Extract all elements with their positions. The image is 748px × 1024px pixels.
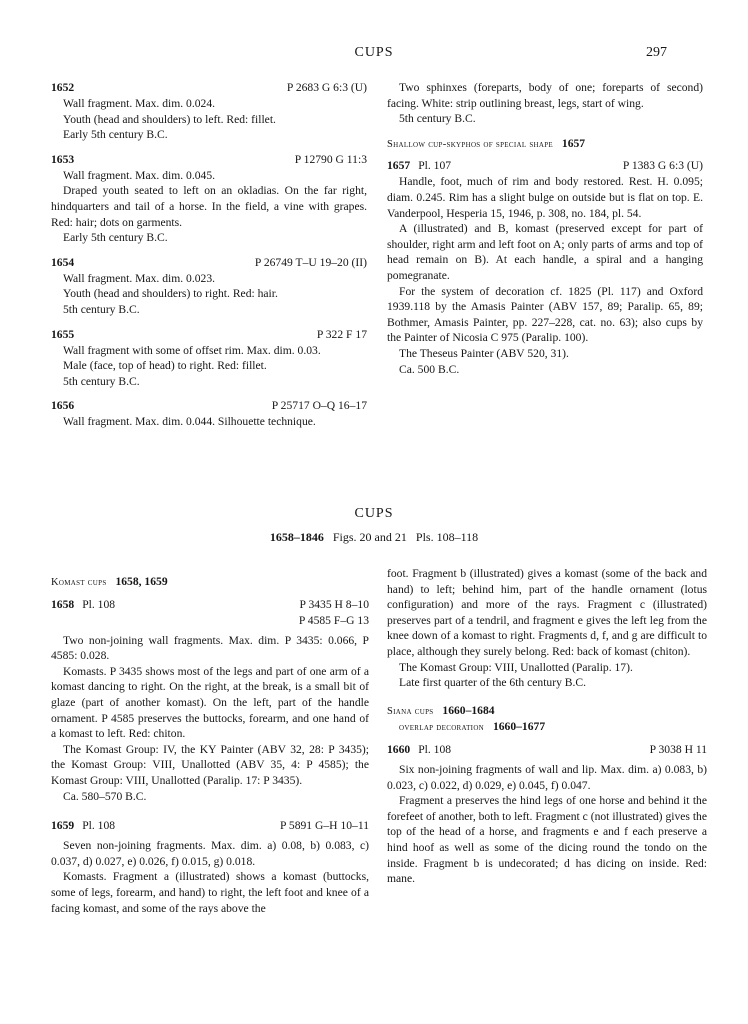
attribution: The Komast Group: VIII, Unallotted (Paralip. 17).	[399, 660, 633, 674]
top-right-column	[387, 80, 703, 377]
plate-reference: Pl. 108	[418, 742, 452, 756]
entry-text: A (illustrated) and B, komast (preserved except for part of shoulder, right arm and left foot on A; only parts of arms and top of head remain on B). At each handle, a spiral and a hanging pomegranate.	[387, 222, 703, 282]
entry-date: Ca. 500 B.C.	[399, 362, 460, 376]
entry-text: For the system of decoration cf. 1825 (Pl. 117) and Oxford 1939.118 by the Amasis Painter (ABV 157, 89; Paralip. 65, 89; Bothmer, Amasis Painter, pp. 227–228, cat. no. 63); also cups by the Painter of Nicosia C 975 (Paralip. 100).	[387, 284, 703, 345]
subsection-label-number: 1660–1677	[492, 720, 546, 734]
inventory-number: P 26749 T–U 19–20 (II)	[254, 255, 367, 269]
section-label-text: Shallow cup-skyphos of special shape	[387, 138, 553, 150]
entry-number: 1660	[387, 742, 411, 756]
entry-heading	[51, 398, 367, 414]
entry-heading	[51, 255, 367, 271]
entry-1658	[51, 597, 369, 805]
entry-date: 5th century B.C.	[63, 374, 140, 388]
entry-number: 1657	[387, 159, 411, 173]
inventory-number: P 2683 G 6:3 (U)	[286, 81, 367, 94]
entry-text: Youth (head and shoulders) to right. Red: hair.	[63, 287, 278, 301]
inventory-number: P 1383 G 6:3 (U)	[622, 159, 703, 173]
entry-text: Male (face, top of head) to right. Red: fillet.	[63, 359, 267, 373]
entry-heading-continued	[51, 613, 369, 629]
entry-date: Early 5th century B.C.	[63, 128, 168, 142]
continued-text: Two sphinxes (foreparts, body of one; foreparts of second) facing. White: strip outlining breast, legs, start of wing.	[387, 81, 703, 110]
section-label-text: Komast cups	[51, 577, 107, 588]
section-label	[51, 574, 369, 591]
top-left-column	[51, 80, 367, 439]
entry-1654	[51, 255, 367, 318]
entry-1653	[51, 152, 367, 246]
entry-text: Komasts. P 3435 shows most of the legs and part of one arm of a komast dancing to right. On the right, at the break, is a small bit of glaze (part of another komast). On the left, part of the handle ornament. P 4585 preserves the buttocks, forearm, and one hand of a komast to left. Red: chiton.	[51, 664, 369, 741]
inventory-number: P 3038 H 11	[649, 742, 707, 756]
entry-date: Ca. 580–570 B.C.	[63, 789, 147, 803]
entry-1659	[51, 818, 369, 916]
entry-text: Wall fragment. Max. dim. 0.045.	[63, 168, 216, 182]
section-figs: Figs. 20 and 21	[332, 530, 407, 544]
running-head: CUPS	[354, 45, 394, 60]
entry-text: Fragment a preserves the hind legs of one horse and behind it the forefeet of another, both to left. Fragment c (not illustrated) gives the top of the head of a horse, and fragments e and f each preserve a hind hoof as well as some of the dicing round the tondo on the inside. Fragment b is undecorated; d has dicing on inside. Red: mane.	[387, 794, 707, 886]
entry-text: Wall fragment. Max. dim. 0.024.	[63, 97, 216, 110]
section-plates: Pls. 108–118	[415, 530, 479, 544]
section-subtitle	[0, 530, 748, 546]
page-number: 297	[646, 45, 667, 60]
entry-text: Two non-joining wall fragments. Max. dim. P 3435: 0.066, P 4585: 0.028.	[51, 633, 369, 663]
entry-heading	[387, 158, 703, 174]
entry-date: 5th century B.C.	[63, 302, 140, 316]
entry-1652	[51, 80, 367, 143]
inventory-number: P 25717 O–Q 16–17	[271, 399, 367, 413]
entry-text: Komasts. Fragment a (illustrated) shows a komast (buttocks, some of legs, forearm, and hand) to right, the left foot and knee of a facing komast, and some of the rays above the	[51, 870, 369, 915]
entry-1656	[51, 398, 367, 430]
plate-reference: Pl. 107	[418, 159, 452, 173]
section-label	[387, 703, 707, 720]
subsection-label	[387, 719, 707, 736]
attribution: The Komast Group: IV, the KY Painter (ABV 32, 28: P 3435); the Komast Group: VIII, Unallotted (ABV 35, 4: P 4585); the Komast Group: VIII, Unallotted (Paralip. 17: P 3435).	[51, 742, 369, 787]
bottom-left-column	[51, 574, 369, 925]
section-label	[387, 136, 703, 153]
inventory-number: P 3435 H 8–10	[299, 597, 369, 611]
section-label-number: 1658, 1659	[115, 575, 168, 588]
entry-number: 1659	[51, 819, 75, 833]
entry-heading	[51, 80, 367, 96]
entry-heading	[51, 327, 367, 343]
entry-text: Seven non-joining fragments. Max. dim. a) 0.08, b) 0.083, c) 0.037, d) 0.027, e) 0.026, f) 0.015, g) 0.018.	[51, 839, 369, 868]
entry-number: 1658	[51, 597, 75, 611]
attribution: The Theseus Painter (ABV 520, 31).	[399, 346, 569, 360]
section-title: CUPS	[354, 506, 394, 521]
plate-reference: Pl. 108	[82, 597, 116, 611]
entry-text: Handle, foot, much of rim and body restored. Rest. H. 0.095; diam. 0.245. Rim has a slight bulge on outside but is flat on top. E. Vanderpool, Hesperia 15, 1946, p. 308, no. 184, pl. 54.	[387, 175, 703, 220]
entry-heading	[387, 742, 707, 758]
entry-number: 1656	[51, 399, 75, 413]
entry-text: Wall fragment with some of offset rim. Max. dim. 0.03.	[63, 343, 321, 357]
entry-number: 1655	[51, 327, 75, 341]
inventory-number: P 5891 G–H 10–11	[280, 819, 369, 833]
entry-heading	[51, 152, 367, 168]
entry-date: Early 5th century B.C.	[63, 231, 168, 245]
entry-1655	[51, 327, 367, 390]
subsection-label-text: overlap decoration	[399, 722, 485, 734]
entry-number: 1654	[51, 255, 75, 269]
section-label-text: Siana cups	[387, 705, 434, 717]
entry-text: Draped youth seated to left on an okladias. On the far right, hindquarters and tail of a horse. In the field, a vine with grapes. Red: hair; dots on garments.	[51, 184, 367, 229]
entry-number: 1652	[51, 81, 75, 94]
entry-text: Wall fragment. Max. dim. 0.023.	[63, 271, 216, 285]
section-label-number: 1660–1684	[442, 703, 495, 717]
entry-heading	[51, 597, 369, 613]
section-label-number: 1657	[561, 136, 586, 150]
section-range: 1658–1846	[269, 530, 324, 544]
entry-date: 5th century B.C.	[399, 112, 476, 126]
plate-reference: Pl. 108	[82, 819, 116, 833]
entry-heading	[51, 818, 369, 834]
inventory-number: P 322 F 17	[316, 327, 367, 341]
entry-number: 1653	[51, 152, 75, 166]
entry-date: Late first quarter of the 6th century B.C.	[399, 676, 587, 690]
bottom-right-column	[387, 566, 707, 887]
continued-text: foot. Fragment b (illustrated) gives a komast (some of the back and hand) to left; behind him, part of the handle ornament (lotus configuration) and more of the rays. Fragment c (illustrated) preserves part of a tendril, and fragment e gives the left leg from the knee down of a komast to right. Fragments d, f, and g are difficult to place, although they surely belong. Red: back of komast (chiton).	[387, 567, 707, 658]
entry-text: Youth (head and shoulders) to left. Red: fillet.	[63, 112, 276, 126]
entry-text: Six non-joining fragments of wall and lip. Max. dim. a) 0.083, b) 0.023, c) 0.022, d) 0.029, e) 0.045, f) 0.047.	[387, 762, 707, 792]
inventory-number: P 4585 F–G 13	[298, 613, 369, 627]
entry-text: Wall fragment. Max. dim. 0.044. Silhouette technique.	[63, 415, 316, 429]
inventory-number: P 12790 G 11:3	[294, 152, 367, 166]
